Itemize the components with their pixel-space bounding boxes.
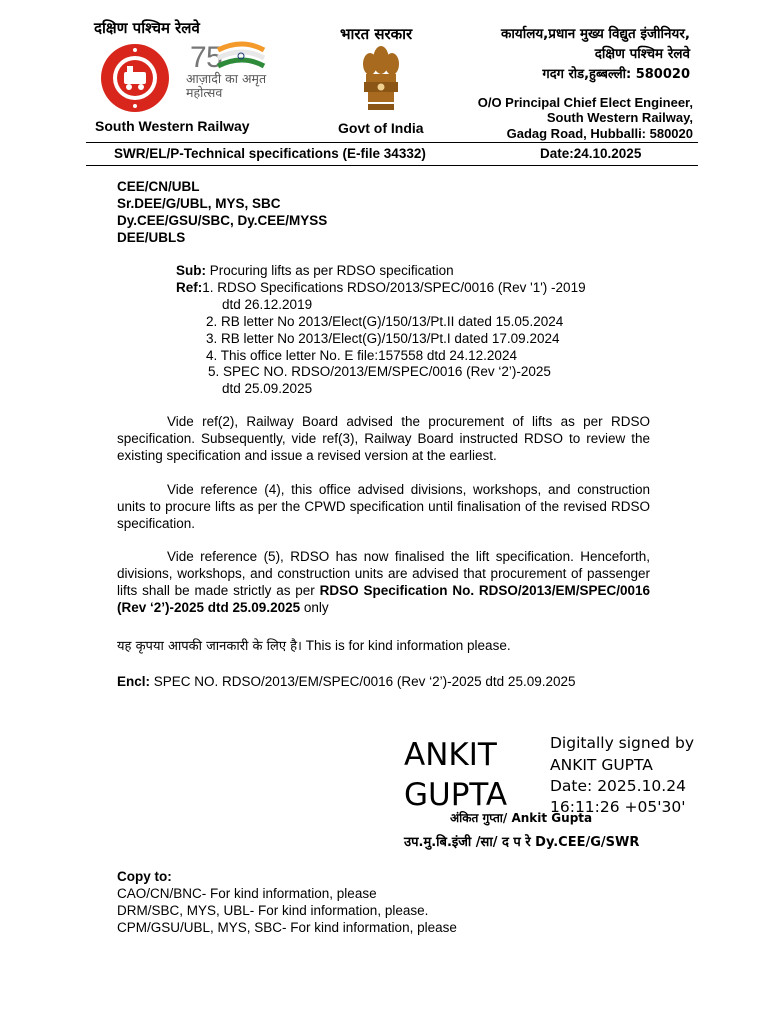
- reference-2: 2. RB letter No 2013/Elect(G)/150/13/Pt.II dated 15.05.2024: [206, 314, 564, 329]
- railway-name-english: South Western Railway: [95, 118, 250, 134]
- body-paragraph-3-text: Vide reference (5), RDSO has now finalised the lift specification. Henceforth, divisions, workshops, and construction units are advised that procurement of passenger lifts shall be made strictly as per: [117, 549, 650, 598]
- digital-signature-line-1: Digitally signed by: [550, 734, 695, 752]
- addressee-3: Dy.CEE/GSU/SBC, Dy.CEE/MYSS: [117, 213, 328, 228]
- addressee-2: Sr.DEE/G/UBL, MYS, SBC: [117, 196, 281, 211]
- office-address-hindi-3: गदग रोड,हुब्बल्ली: 580020: [542, 67, 690, 82]
- information-note-english: This is for kind information please.: [301, 638, 511, 653]
- signature-name-line-1: ANKIT: [404, 737, 497, 773]
- azadi-75-logo: [186, 40, 270, 74]
- information-note-hindi: यह कृपया आपकी जानकारी के लिए है।: [117, 639, 302, 654]
- railway-name-hindi: दक्षिण पश्चिम रेलवे: [94, 19, 200, 37]
- subject-text: Procuring lifts as per RDSO specification: [209, 263, 454, 278]
- signatory-designation: उप.मु.बि.इंजी /सा/ द प रे Dy.CEE/G/SWR: [404, 835, 640, 850]
- signatory-name: अंकित गुप्ता/ Ankit Gupta: [450, 811, 593, 825]
- body-paragraph-3: [117, 548, 650, 616]
- copy-to-item-3: CPM/GSU/UBL, MYS, SBC- For kind information, please: [117, 920, 457, 935]
- body-paragraph-2: [117, 481, 650, 532]
- body-paragraph-1: [117, 413, 650, 464]
- addressee-1: CEE/CN/UBL: [117, 179, 200, 194]
- letter-date: Date:24.10.2025: [540, 146, 642, 161]
- office-address-hindi-1: कार्यालय,प्रधान मुख्य विद्युत इंजीनियर,: [501, 26, 690, 42]
- reference-1-date: dtd 26.12.2019: [222, 297, 313, 312]
- enclosure-text: SPEC NO. RDSO/2013/EM/SPEC/0016 (Rev ‘2’)-2025 dtd 25.09.2025: [153, 674, 576, 689]
- office-address-en-3: Gadag Road, Hubballi: 580020: [506, 126, 693, 141]
- svg-text:5: 5: [206, 41, 223, 74]
- reference-5: 5. SPEC NO. RDSO/2013/EM/SPEC/0016 (Rev ‘2’)-2025: [208, 364, 551, 379]
- rdso-specification-emphasis: RDSO Specification No. RDSO/2013/EM/SPEC/0016 (Rev ‘2’)-2025 dtd 25.09.2025: [117, 583, 650, 615]
- indian-railways-logo: [99, 42, 171, 114]
- digital-signature-line-3: Date: 2025.10.24: [550, 777, 686, 795]
- copy-to-item-2: DRM/SBC, MYS, UBL- For kind information, please.: [117, 903, 429, 918]
- subject-label: Sub:: [176, 263, 206, 278]
- body-paragraph-1-text: Vide ref(2), Railway Board advised the procurement of lifts as per RDSO specification. Subsequently, vide ref(3), Railway Board instructed RDSO to review the existing specification and issue a revised version at the earliest.: [117, 414, 650, 463]
- body-paragraph-3-end: only: [300, 600, 329, 615]
- azadi-ka-amrit-mahotsav-text: आज़ादी का अमृत महोत्सव: [186, 71, 267, 100]
- svg-text:7: 7: [190, 41, 207, 74]
- enclosure-line: [117, 674, 576, 689]
- copy-to-item-1: CAO/CN/BNC- For kind information, please: [117, 886, 377, 901]
- digital-signature-line-4: 16:11:26 +05'30': [550, 798, 686, 816]
- digital-signature-line-2: ANKIT GUPTA: [550, 756, 653, 774]
- reference-4: 4. This office letter No. E file:157558 dtd 24.12.2024: [206, 348, 517, 363]
- reference-label: Ref:: [176, 280, 203, 295]
- copy-to-label: Copy to:: [117, 869, 172, 884]
- reference-1: [176, 280, 586, 295]
- enclosure-label: Encl:: [117, 674, 151, 689]
- subject-line: [176, 263, 454, 278]
- file-reference: SWR/EL/P-Technical specifications (E-file 34332): [114, 146, 426, 161]
- signature-name-line-2: GUPTA: [404, 777, 508, 813]
- reference-5-date: dtd 25.09.2025: [222, 381, 313, 396]
- govt-name-hindi: भारत सरकार: [340, 25, 413, 43]
- reference-1-text: 1. RDSO Specifications RDSO/2013/SPEC/0016 (Rev '1') -2019: [202, 280, 586, 295]
- office-address-en-1: O/O Principal Chief Elect Engineer,: [477, 95, 693, 110]
- body-paragraph-2-text: Vide reference (4), this office advised divisions, workshops, and construction units to procure lifts as per the CPWD specification until finalisation of the revised RDSO specification.: [117, 482, 650, 531]
- reference-3: 3. RB letter No 2013/Elect(G)/150/13/Pt.I dated 17.09.2024: [206, 331, 560, 346]
- header-divider-bottom: [86, 165, 698, 166]
- office-address-en-2: South Western Railway,: [546, 110, 693, 125]
- addressee-4: DEE/UBLS: [117, 230, 186, 245]
- office-address-hindi-2: दक्षिण पश्चिम रेलवे: [594, 46, 690, 62]
- information-note: [117, 636, 511, 654]
- national-emblem-icon: [356, 42, 406, 114]
- header-divider-top: [86, 142, 698, 143]
- govt-name-english: Govt of India: [338, 120, 424, 136]
